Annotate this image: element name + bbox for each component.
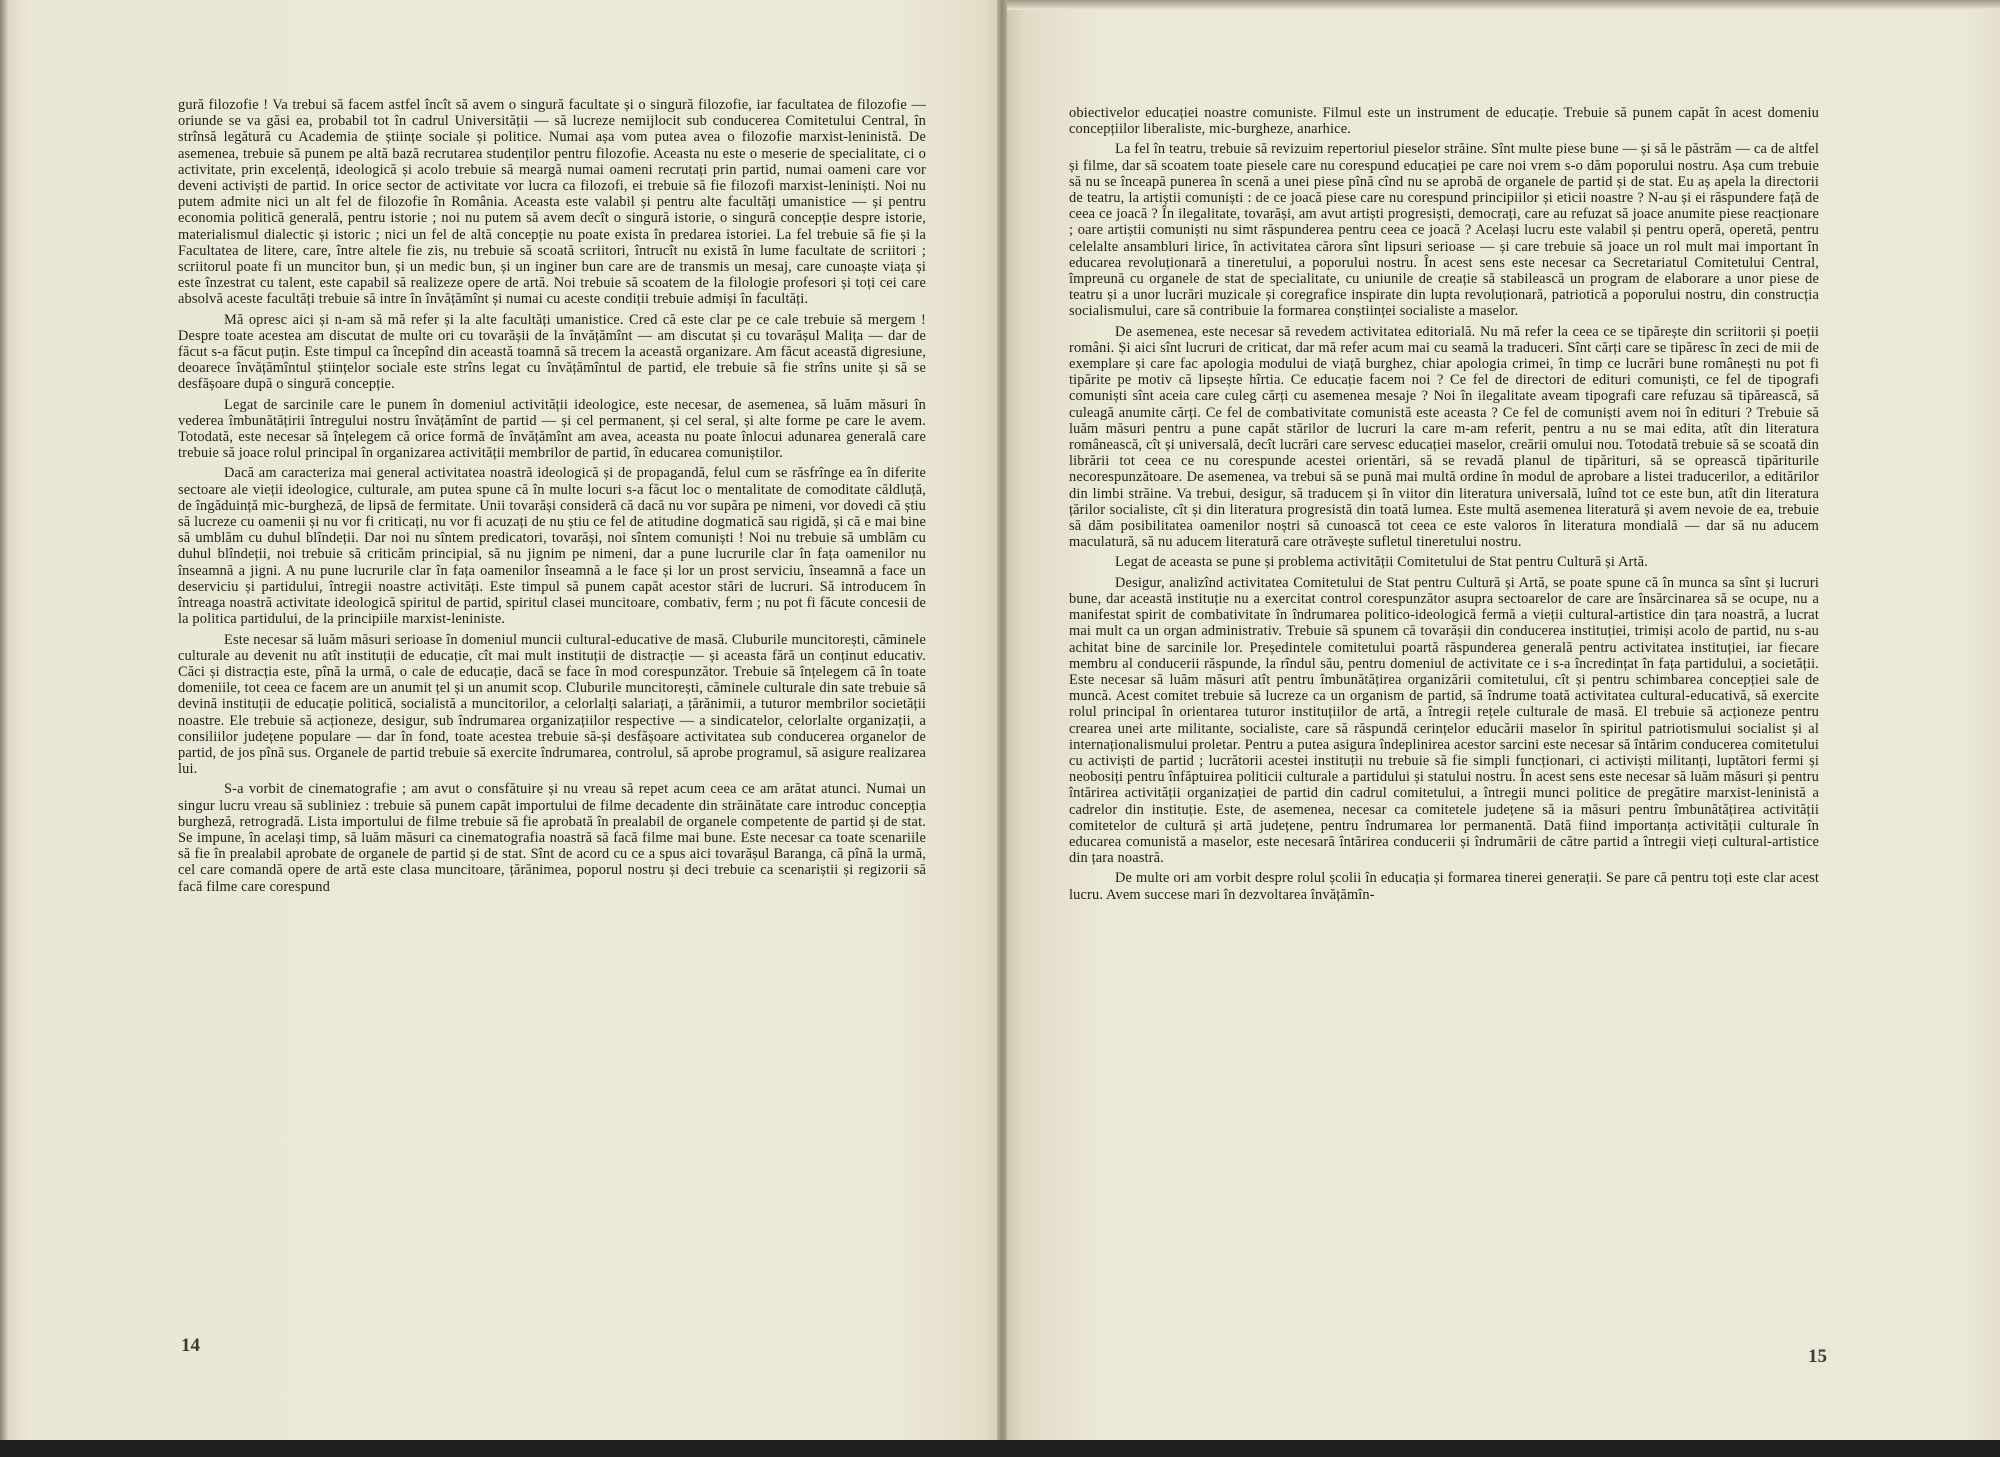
paragraph: Legat de aceasta se pune și problema activității Comitetului de Stat pentru Cultură și Artă. [1115, 554, 1648, 571]
paragraph: Este necesar să luăm măsuri serioase în domeniul muncii cultural-educative de masă. Cluburile muncitorești, căminele culturale au devenit nu atît instituții de educație, cît mai mult instituții de distracție — și aceasta fără un conținut educativ. Căci și distracția este, pînă la urmă, o cale de educație, dacă se face în mod corespunzător. Trebuie să înțelegem că în toate domeniile, tot ceea ce facem are un anumit țel și un anumit scop. Cluburile muncitorești, căminele culturale din sate trebuie să devină instituții de educație politică, socialistă a muncitorilor, a celorlalți salariați, a țărănimii, a tuturor membrilor societății noastre. Ele trebuie să acționeze, desigur, sub îndrumarea organizațiilor respective — a sindicatelor, celorlalte organizații, a consiliilor județene populare — dar în fond, toate acestea trebuie să-și desfășoare activitatea sub conducerea organelor de partid, de jos pînă sus. Organele de partid trebuie să exercite îndrumarea, controlul, să aprobe programul, să asigure realizarea lui. [178, 631, 926, 778]
book-spine [997, 0, 1007, 1457]
paragraph: obiectivelor educației noastre comuniste. Filmul este un instrument de educație. Trebuie să punem capăt în acest domeniu concepțiilor liberaliste, mic-burgheze, anarhice. [1069, 105, 1819, 138]
paragraph: Mă opresc aici și n-am să mă refer și la alte facultăți umanistice. Cred că este clar pe ce cale trebuie să mergem ! Despre toate acestea am discutat de multe ori cu tovarășii de la învățămînt — am discutat și cu tovarășul Malița — dar de făcut s-a făcut puțin. Este timpul ca începînd din această toamnă să trecem la această organizare. Am făcut această digresiune, deoarece învățămîntul științelor sociale este strîns legat cu învățămîntul de partid, ele trebuie să fie strîns unite și să se desfășoare după o singură concepție. [178, 311, 926, 393]
paragraph: Dacă am caracteriza mai general activitatea noastră ideologică și de propagandă, felul cum se răsfrînge ea în diferite sectoare ale vieții ideologice, culturale, am putea spune că în multe locuri s-a făcut loc o mentalitate de comoditate căldluță, de îngăduință mic-burgheză, de lipsă de fermitate. Unii tovarăși consideră că dacă nu vor supăra pe nimeni, vor dovedi că știu să lucreze cu oamenii și nu vor fi criticați, nu vor fi acuzați de nu știu ce fel de atitudine dogmatică sau rigidă, și că e mai bine să umblăm cu duhul blîndeții. Dar noi nu sîntem predicatori, tovarăși, noi sîntem comuniști ! Noi nu trebuie să umblăm cu duhul blîndeții, noi trebuie să criticăm principial, să nu jignim pe nimeni, dar a pune lucrurile clar în fața oamenilor nu înseamnă a jigni. A nu pune lucrurile clar în fața oamenilor înseamnă a le face și lor un prost serviciu, înseamnă a face un deserviciu și partidului, întregii noastre activități. Este timpul să punem capăt acestor stări de lucruri. Să introducem în întreaga noastră activitate ideologică spiritul de partid, spiritul clasei muncitoare, combativ, ferm ; nu pot fi făcute concesii de la politica partidului, de la principiile marxist-leniniste. [178, 465, 926, 628]
paragraph: S-a vorbit de cinematografie ; am avut o consfătuire și nu vreau să repet acum ceea ce am arătat atunci. Numai un singur lucru vreau să subliniez : trebuie să punem capăt importului de filme decadente din străinătate care introduc concepția burgheză, retrogradă. Lista importului de filme trebuie să fie aprobată în prealabil de organele competente de partid și de stat. Se impune, în același timp, să luăm măsuri ca cinematografia noastră să facă filme mai bune. Este necesar ca toate scenariile să fie în prealabil aprobate de organele de partid și de stat. Sînt de acord cu ce a spus aici tovarășul Baranga, că pînă la urmă, cel care comandă opere de artă este clasa muncitoare, țărănimea, poporul nostru și deci trebuie ca scenariștii și regizorii să facă filme care corespund [178, 781, 926, 895]
right-page-top-edge [1002, 0, 2000, 10]
paragraph: La fel în teatru, trebuie să revizuim repertoriul pieselor străine. Sînt multe piese bune — și să le păstrăm — ca de altfel și filme, dar să scoatem toate piesele care nu corespund educației pe care noi vrem s-o dăm poporului nostru. Așa cum trebuie să nu se înceapă punerea în scenă a unei piese pînă cînd nu se aprobă de organele de partid și de stat. Eu aș apela la directorii de teatru, la artiștii comuniști : de ce joacă piese care nu corespund principiilor și eticii noastre ? N-au și ei răspundere față de ceea ce joacă ? În ilegalitate, tovarăși, am avut artiști progresiști, democrați, care au refuzat să joace anumite piese reacționare ; oare artiștii comuniști nu simt răspunderea pentru ceea ce joacă ? Același lucru este valabil și pentru operă, operetă, pentru celelalte ansambluri lirice, în activitatea cărora sînt lipsuri serioase — și care trebuie să joace un rol mult mai important în educarea revoluționară a tineretului, a poporului nostru. În acest sens este necesar ca Secretariatul Comitetului Central, împreună cu organele de stat de specialitate, cu uniunile de creație să stabilească un program de elaborare a unor piese de teatru și a unor lucrări muzicale și coregrafice inspirate din lupta revoluționară, patriotică a poporului nostru, din construcția socialismului, care să contribuie la formarea conștiinței socialiste a maselor. [1069, 141, 1819, 320]
left-page-edge [0, 0, 8, 1457]
paragraph: Desigur, analizînd activitatea Comitetului de Stat pentru Cultură și Artă, se poate spune că în munca sa sînt și lucruri bune, dar această instituție nu a exercitat control corespunzător asupra sectoarelor de care are însărcinarea să se ocupe, nu a manifestat spirit de combativitate în îndrumarea politico-ideologică fermă a vieții cultural-artistice din țara noastră, a lucrat mai mult ca un organ administrativ. Trebuie să spunem că tovarășii din conducerea instituției, trimiși acolo de partid, nu s-au achitat bine de sarcinile lor. Președintele comitetului poartă răspunderea generală pentru activitatea instituției, iar fiecare membru al conducerii răspunde, la rîndul său, pentru domeniul de activitate ce i s-a încredințat în fața partidului, a societății. Este necesar să luăm măsuri atît pentru îmbunătățirea organizării comitetului, cît și pentru schimbarea concepției sale de muncă. Acest comitet trebuie să lucreze ca un organism de partid, să îndrume toată activitatea cultural-educativă, să exercite rolul principal în orientarea tuturor instituțiilor de artă, a întregii rețele culturale de masă. El trebuie să acționeze pentru crearea unei arte militante, socialiste, care să răspundă cerințelor educării maselor în spiritul patriotismului socialist și al internaționalismului proletar. Pentru a putea asigura îndeplinirea acestor sarcini este necesar să întărim conducerea comitetului cu activiști de partid ; lucrătorii acestei instituții nu trebuie să fie simpli funcționari, ci activiști militanți, luptători fermi și neobosiți pentru înfăptuirea politicii culturale a partidului și statului nostru. În acest sens este necesar să luăm măsuri și pentru întărirea activității organizației de partid din cadrul comitetului, a întregii munci politice de pregătire marxist-leninistă a cadrelor din instituție. Este, de asemenea, necesar ca comitetele județene să ia măsuri pentru îmbunătățirea activității comitetelor de cultură și artă județene, pentru îndrumarea lor permanentă. Dată fiind importanța activității culturale în educarea comunistă a maselor, este necesară întărirea conducerii și îndrumării de către partid a întregii vieți cultural-artistice din țara noastră. [1069, 574, 1819, 867]
paragraph: gură filozofie ! Va trebui să facem astfel încît să avem o singură facultate și o singură filozofie, iar facultatea de filozofie — oriunde se va găsi ea, probabil tot în cadrul Universității — să lucreze nemijlocit sub conducerea Comitetului Central, în strînsă legătură cu Academia de științe sociale și politice. Numai așa vom putea avea o filozofie marxist-leninistă. De asemenea, trebuie să punem pe altă bază recrutarea studenților pentru filozofie. Aceasta nu este o meserie de specialitate, ci o activitate, prin excelență, ideologică și acolo trebuie să meargă numai oameni recrutați prin partid, numai oameni care vor deveni activiști de partid. In orice sector de activitate vor lucra ca filozofi, ei trebuie să fie filozofi marxist-leniniști. Noi nu putem admite nici un alt fel de filozofie în România. Aceasta este valabil și pentru alte facultăți umanistice — și pentru economia politică generală, pentru istorie ; noi nu putem să avem decît o singură istorie, o singură concepție despre istorie, materialismul dialectic și istoric ; nici un fel de altă concepție nu poate exista în predarea istoriei. La fel trebuie să fie și la Facultatea de litere, care, între altele fie zis, nu trebuie să scoată scriitori, întrucît nu există în lume facultate de scriitori ; scriitorul poate fi un muncitor bun, și un medic bun, și un inginer bun care are de transmis un mesaj, care cunoaște viața și este înzestrat cu talent, este capabil să realizeze opere de artă. Noi trebuie să scoatem de la filologie profesori și toți cei care absolvă aceste facultăți trebuie să intre în învățămînt și numai cu aceste condiții trebuie admiși în facultăți. [178, 97, 926, 308]
right-page-text [1069, 105, 1819, 907]
paragraph: De multe ori am vorbit despre rolul școlii în educația și formarea tinerei generații. Se pare că pentru toți este clar acest lucru. Avem succese mari în dezvoltarea învățămîn- [1069, 870, 1819, 903]
page-number-right: 15 [1808, 1346, 1827, 1367]
left-page-text [178, 97, 926, 899]
page-number-left: 14 [181, 1335, 200, 1356]
bottom-strip [0, 1440, 2000, 1457]
paragraph: De asemenea, este necesar să revedem activitatea editorială. Nu mă refer la ceea ce se tipărește din scriitorii și poeții români. Și aici sînt lucruri de criticat, dar mă refer acum mai cu seamă la traduceri. Sînt cărți care se tipăresc în zeci de mii de exemplare și care fac apologia modului de viață burghez, chiar apologia crimei, în timp ce lucrări bune românești nu pot fi tipărite pe motiv că lipsește hîrtia. Ce educație facem noi ? Ce fel de directori de edituri comuniști, ce fel de tipografi comuniști sînt aceia care culeg cărți cu asemenea mesaje ? Noi în ilegalitate aveam tipografi care refuzau să tipărească, să culeagă anumite cărți. Ce fel de combativitate comunistă este aceasta ? Ce fel de comuniști avem noi în edituri ? Trebuie să luăm măsuri pentru a pune capăt stărilor de lucruri la care m-am referit, pentru a nu se mai edita, atît din literatura românească, cît și universală, decît lucrări care servesc educației maselor, creării omului nou. Totodată trebuie să se scoată din librării tot ceea ce nu corespunde acestei orientări, să se revadă planul de tipărituri, să se oprească tipăriturile necorespunzătoare. De asemenea, va trebui să se pună mai multă ordine în modul de aprobare a listei traducerilor, a editărilor din limbi străine. Va trebui, desigur, să traducem și în viitor din literatura universală, luînd tot ce este bun, atît din literatura țărilor socialiste, cît și din literatura progresistă din toată lumea. Este multă asemenea literatură și avem nevoie de ea, trebuie să dăm posibilitatea oamenilor noștri să cunoască tot ceea ce este valoros în literatura mondială — dar să nu aducem maculatură, să nu aducem literatură care otrăvește sufletul tineretului nostru. [1069, 323, 1819, 551]
paragraph: Legat de sarcinile care le punem în domeniul activității ideologice, este necesar, de asemenea, să luăm măsuri în vederea îmbunătățirii întregului nostru învățămînt de partid — și cel permanent, și cel seral, și alte forme pe care le avem. Totodată, este necesar să înțelegem că orice formă de învățămînt am avea, aceasta nu poate înlocui adunarea generală care trebuie să joace rolul principal în organizarea activității membrilor de partid, în educarea comuniștilor. [178, 396, 926, 462]
right-page [1002, 0, 2000, 1457]
